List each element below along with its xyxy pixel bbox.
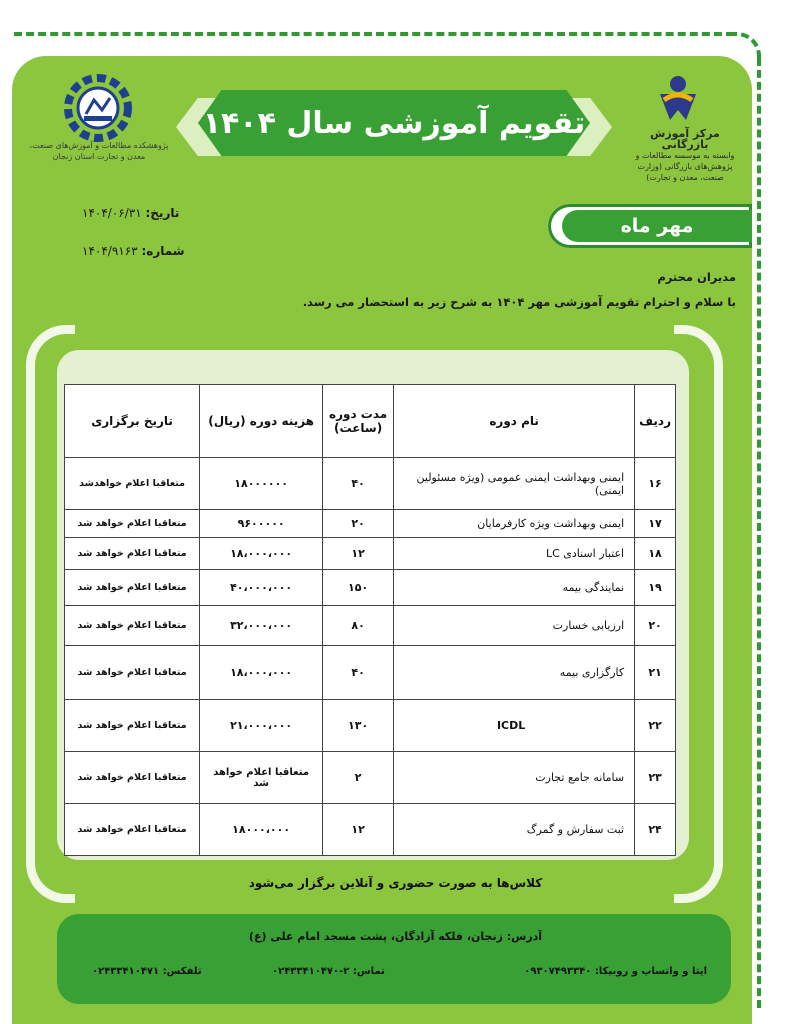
table-row <box>65 752 676 804</box>
course-table <box>64 384 676 856</box>
course-cost: ۱۸،۰۰۰،۰۰۰ <box>200 646 323 700</box>
table-row <box>65 510 676 538</box>
greeting-line-2: با سلام و احترام تقویم آموزشی مهر ۱۴۰۴ به شرح زیر به استحضار می رسد. <box>302 295 736 309</box>
dashed-border-right <box>757 58 761 1008</box>
course-cost: متعاقبا اعلام خواهد شد <box>200 752 323 804</box>
course-date: متعاقبا اعلام خواهد شد <box>65 646 200 700</box>
number-value: ۱۴۰۴/۹۱۶۳ <box>82 244 138 258</box>
table-row <box>65 458 676 510</box>
left-org-text: پژوهشکده مطالعات و آموزش‌های صنعت، معدن و تجارت استان زنجان <box>29 141 169 161</box>
footer-whatsapp: ایتا و واتساپ و روبیکا: ۰۹۳۰۷۴۹۳۳۴۰ <box>524 966 707 977</box>
row-number: ۲۰ <box>635 606 676 646</box>
course-duration: ۲ <box>323 752 394 804</box>
header-cost: هزینه دوره (ریال) <box>200 385 323 458</box>
course-duration: ۱۵۰ <box>323 570 394 606</box>
header-course-name: نام دوره <box>394 385 635 458</box>
month-label: مهر ماه <box>562 210 752 242</box>
table-row <box>65 700 676 752</box>
row-number: ۲۳ <box>635 752 676 804</box>
table-row <box>65 804 676 856</box>
course-date: متعاقبا اعلام خواهد شد <box>65 570 200 606</box>
course-cost: ۹۶۰۰۰۰۰ <box>200 510 323 538</box>
course-duration: ۱۳۰ <box>323 700 394 752</box>
course-duration: ۲۰ <box>323 510 394 538</box>
course-date: متعاقبا اعلام خواهد شد <box>65 606 200 646</box>
course-name: سامانه جامع تجارت <box>394 752 635 804</box>
course-date: متعاقبا اعلام خواهد شد <box>65 510 200 538</box>
row-number: ۱۸ <box>635 538 676 570</box>
dashed-border-top <box>14 32 734 36</box>
course-cost: ۴۰،۰۰۰،۰۰۰ <box>200 570 323 606</box>
right-org-sub: وابسته به موسسه مطالعات و پژوهش‌های بازرگانی (وزارت صنعت، معدن و تجارت) <box>635 151 735 182</box>
course-cost: ۳۲،۰۰۰،۰۰۰ <box>200 606 323 646</box>
date-value: ۱۴۰۴/۰۶/۳۱ <box>82 206 142 220</box>
course-duration: ۱۲ <box>323 538 394 570</box>
course-name: کارگزاری بیمه <box>394 646 635 700</box>
course-duration: ۴۰ <box>323 646 394 700</box>
row-number: ۲۲ <box>635 700 676 752</box>
course-date: متعاقبا اعلام خواهد شد <box>65 804 200 856</box>
course-name: ارزیابی خسارت <box>394 606 635 646</box>
table-row <box>65 646 676 700</box>
row-number: ۱۷ <box>635 510 676 538</box>
class-format-note: کلاس‌ها به صورت حضوری و آنلاین برگزار می‌شود <box>248 876 543 890</box>
gear-logo-icon <box>28 70 178 180</box>
header-row-number: ردیف <box>635 385 676 458</box>
course-cost: ۱۸۰۰۰۰۰۰ <box>200 458 323 510</box>
table-row <box>65 538 676 570</box>
course-name: نمایندگی بیمه <box>394 570 635 606</box>
number-label: شماره: <box>141 244 185 258</box>
course-cost: ۱۸۰۰۰،۰۰۰ <box>200 804 323 856</box>
footer-box <box>57 914 731 1004</box>
table-row <box>65 606 676 646</box>
course-date: متعاقبا اعلام خواهدشد <box>65 458 200 510</box>
course-date: متعاقبا اعلام خواهد شد <box>65 752 200 804</box>
course-name: ایمنی وبهداشت ویژه کارفرمایان <box>394 510 635 538</box>
page-title: تقویم آموزشی سال ۱۴۰۴ <box>202 105 586 141</box>
footer-fax: تلفکس: ۰۲۴۳۳۴۱۰۴۷۱ <box>92 966 202 977</box>
table-header-row <box>65 385 676 458</box>
table-row <box>65 570 676 606</box>
footer-address: آدرس: زنجان، فلکه آزادگان، پشت مسجد امام علی (ع) <box>248 930 543 943</box>
course-cost: ۱۸،۰۰۰،۰۰۰ <box>200 538 323 570</box>
date-line <box>82 206 179 220</box>
row-number: ۲۴ <box>635 804 676 856</box>
course-name: ICDL <box>394 700 635 752</box>
right-org-text <box>630 128 740 183</box>
course-date: متعاقبا اعلام خواهد شد <box>65 538 200 570</box>
course-date: متعاقبا اعلام خواهد شد <box>65 700 200 752</box>
course-name: ثبت سفارش و گمرگ <box>394 804 635 856</box>
right-org-name: مرکز آموزش بازرگانی <box>650 127 720 151</box>
row-number: ۱۶ <box>635 458 676 510</box>
date-label: تاریخ: <box>145 206 180 220</box>
course-cost: ۲۱،۰۰۰،۰۰۰ <box>200 700 323 752</box>
greeting-line-1: مدیران محترم <box>657 270 736 284</box>
row-number: ۱۹ <box>635 570 676 606</box>
row-number: ۲۱ <box>635 646 676 700</box>
footer-phone: تماس: ۲-۰۲۴۳۳۴۱۰۴۷۰ <box>272 966 385 977</box>
course-name: اعتبار اسنادی LC <box>394 538 635 570</box>
course-duration: ۴۰ <box>323 458 394 510</box>
number-line <box>82 244 185 258</box>
course-duration: ۱۲ <box>323 804 394 856</box>
course-duration: ۸۰ <box>323 606 394 646</box>
course-name: ایمنی وبهداشت ایمنی عمومی (ویژه مسئولین ایمنی) <box>394 458 635 510</box>
header-date: تاریخ برگزاری <box>65 385 200 458</box>
header-duration: مدت دوره (ساعت) <box>323 385 394 458</box>
